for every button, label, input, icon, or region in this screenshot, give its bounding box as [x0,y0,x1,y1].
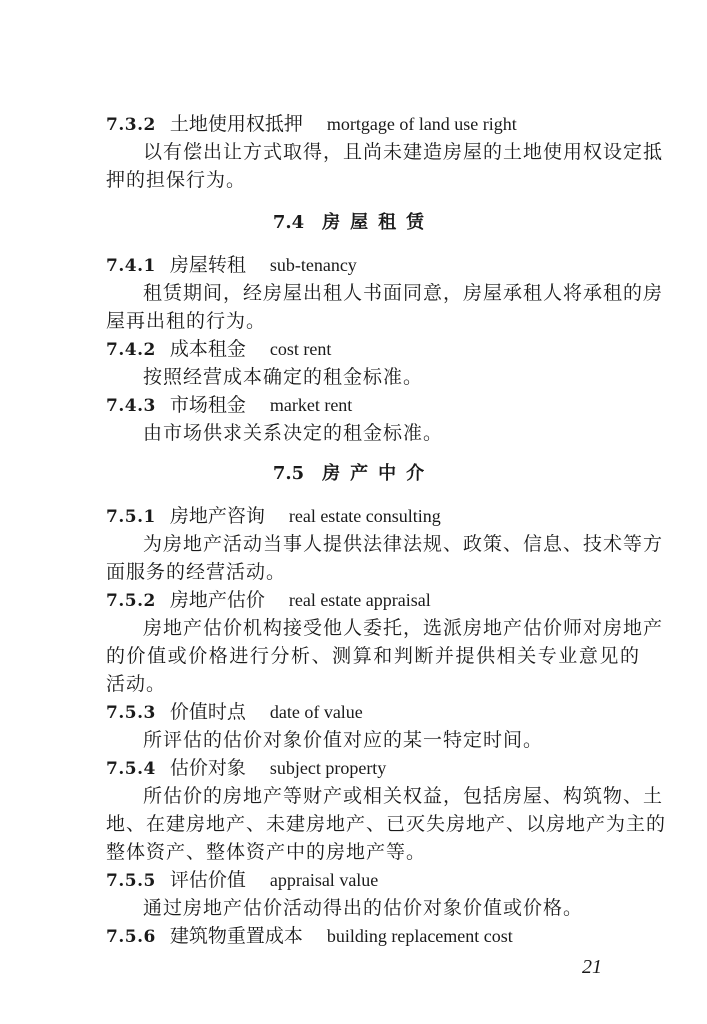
entry-term-zh: 市场租金 [169,394,246,416]
entry-term-zh: 土地使用权抵押 [169,113,303,135]
entry-heading [106,110,517,139]
entry-term-zh: 房屋转租 [169,254,246,276]
entry-term-en: market rent [269,395,353,415]
entry-body-line: 通过房地产估价活动得出的估价对象价值或价格。 [143,897,584,919]
entry-heading [106,922,513,951]
entry-number: 7.5.6 [106,927,156,947]
entry-body-line: 地、在建房地产、未建房地产、已灭失房地产、以房地产为主的 [106,813,667,835]
section-number: 7.4 [272,212,305,233]
entry-term-zh: 成本租金 [169,338,246,360]
entry-number: 7.5.2 [106,591,156,611]
entry-term-zh: 评估价值 [169,869,246,891]
entry-body-line: 屋再出租的行为。 [106,310,267,332]
section-heading [0,209,707,237]
entry-number: 7.5.3 [106,703,156,723]
entry-term-en: appraisal value [269,870,379,890]
entry-heading [106,335,331,364]
entry-number: 7.4.1 [106,256,156,276]
entry-body-line: 由市场供求关系决定的租金标准。 [143,422,444,444]
entry-heading [106,391,352,420]
entry-heading [106,251,357,280]
entry-number: 7.5.5 [106,871,156,891]
entry-body-line: 整体资产、整体资产中的房地产等。 [106,841,427,863]
entry-body-line: 租赁期间，经房屋出租人书面同意，房屋承租人将承租的房 [143,282,664,304]
section-title: 房屋租赁 [322,212,435,233]
entry-number: 7.5.1 [106,507,156,527]
entry-number: 7.5.4 [106,759,156,779]
page-number: 21 [582,956,602,978]
entry-term-en: building replacement cost [326,926,513,946]
entry-heading [106,698,363,727]
entry-body-line: 房地产估价机构接受他人委托，选派房地产估价师对房地产 [143,617,664,639]
entry-term-en: sub-tenancy [269,255,357,275]
entry-term-en: date of value [269,702,363,722]
entry-body-line: 押的担保行为。 [106,169,247,191]
entry-body-line: 的价值或价格进行分析、测算和判断并提供相关专业意见的 [106,645,640,667]
entry-body-line: 为房地产活动当事人提供法律法规、政策、信息、技术等方 [143,533,664,555]
entry-number: 7.4.3 [106,396,156,416]
entry-term-en: real estate consulting [288,506,441,526]
entry-body-line: 面服务的经营活动。 [106,561,287,583]
section-heading [0,460,707,488]
entry-heading [106,502,441,531]
entry-body-line: 活动。 [106,673,167,695]
entry-term-zh: 房地产估价 [169,589,265,611]
entry-body-line: 所估价的房地产等财产或相关权益，包括房屋、构筑物、土 [143,785,664,807]
entry-body-line: 按照经营成本确定的租金标准。 [143,366,424,388]
section-title: 房产中介 [322,463,435,484]
entry-number: 7.4.2 [106,340,156,360]
entry-number: 7.3.2 [106,115,156,135]
entry-term-zh: 房地产咨询 [169,505,265,527]
entry-term-en: cost rent [269,339,332,359]
entry-body-line: 所评估的估价对象价值对应的某一特定时间。 [143,729,544,751]
entry-term-en: subject property [269,758,387,778]
entry-term-zh: 建筑物重置成本 [169,925,303,947]
entry-heading [106,754,386,783]
entry-body-line: 以有偿出让方式取得，且尚未建造房屋的土地使用权设定抵 [143,141,664,163]
entry-term-en: mortgage of land use right [326,114,517,134]
section-number: 7.5 [272,463,305,484]
entry-heading [106,866,378,895]
entry-term-zh: 估价对象 [169,757,246,779]
entry-heading [106,586,431,615]
entry-term-zh: 价值时点 [169,701,246,723]
entry-term-en: real estate appraisal [288,590,431,610]
